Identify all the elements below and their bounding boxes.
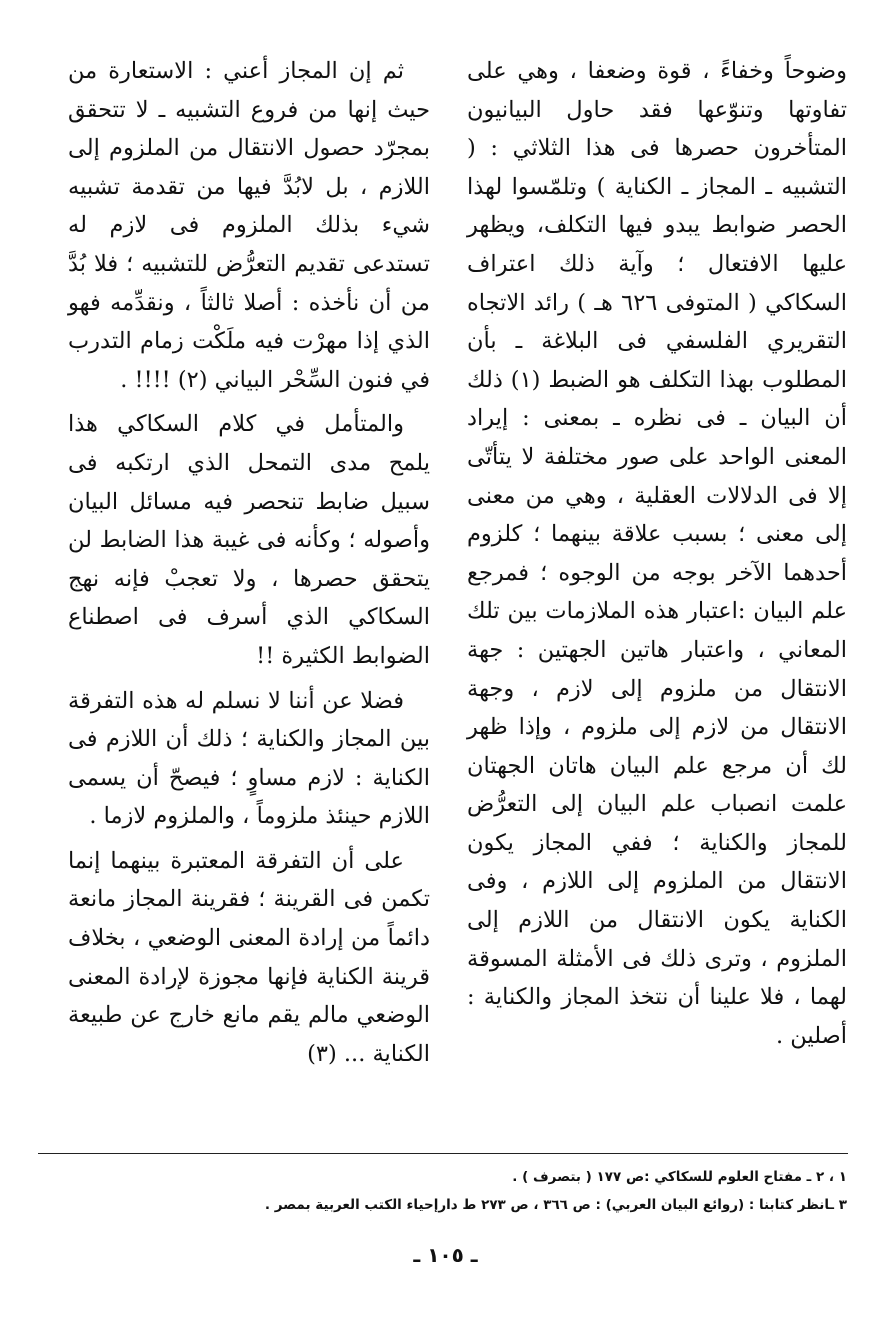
page-number: ـ ١٠٥ ـ [413, 1243, 478, 1267]
paragraph: وضوحاً وخفاءً ، قوة وضعفا ، وهي على تفاوتها وتنوّعها فقد حاول البيانيون المتأخرون حصرها فى هذا الثلاثي : ( التشبيه ـ المجاز ـ الكناية ) وتلمّسوا لهذا الحصر ضوابط يبدو فيها التكلف، ويظهر عليها الافتعال ؛ وآية ذلك اعتراف السكاكي ( المتوفى ٦٢٦ هـ ) رائد الاتجاه التقريري الفلسفي فى البلاغة ـ بأن المطلوب بهذا التكلف هو الضبط (١) ذلك أن البيان ـ فى نظره ـ بمعنى : إيراد المعنى الواحد على صور مختلفة لا يتأتّى إلا فى الدلالات العقلية ، وهي من معنى إلى معنى ؛ بسبب علاقة بينهما ؛ كلزوم أحدهما الآخر بوجه من الوجوه ؛ فمرجع علم البيان :اعتبار هذه الملازمات بين تلك المعاني ، واعتبار هاتين الجهتين : جهة الانتقال من ملزوم إلى لازم ، وجهة الانتقال من لازم إلى ملزوم ، وإذا ظهر لك أن مرجع علم البيان هاتان الجهتان علمت انصباب علم البيان إلى التعرُّض للمجاز والكناية ؛ ففي المجاز يكون الانتقال من الملزوم إلى اللازم ، وفى الكناية يكون الانتقال من اللازم إلى الملزوم ، وترى ذلك فى الأمثلة المسوقة لهما ، فلا علينا أن نتخذ المجاز والكناية : أصلين . [467, 58, 847, 1049]
paragraph: والمتأمل في كلام السكاكي هذا يلمح مدى التمحل الذي ارتكبه فى سبيل ضابط تنحصر فيه مسائل البيان وأصوله ؛ وكأنه فى غيبة هذا الضابط لن يتحقق حصرها ، ولا تعجبْ فإنه نهج السكاكي الذي أسرف فى اصطناع الضوابط الكثيرة !! [68, 411, 430, 669]
footnote-divider [38, 1153, 848, 1154]
left-column [68, 52, 430, 1073]
paragraph: فضلا عن أننا لا نسلم له هذه التفرقة بين المجاز والكناية ؛ ذلك أن اللازم فى الكناية : لازم مساوٍ ؛ فيصحّ أن يسمى اللازم حينئذ ملزوماً ، والملزوم لازما . [68, 687, 430, 830]
footnote: ٣ ـانظر كتابنا : (روائع البيان العربي) : ص ٣٦٦ ، ص ٢٧٣ ط دارإحياء الكتب العربية بمصر . [264, 1197, 847, 1213]
footnote: ١ ، ٢ ـ مفتاح العلوم للسكاكي :ص ١٧٧ ( بتصرف ) . [512, 1169, 847, 1185]
footnotes [47, 1163, 847, 1219]
paragraph: ثم إن المجاز أعني : الاستعارة من حيث إنها من فروع التشبيه ـ لا تتحقق بمجرّد حصول الانتقال من الملزوم إلى اللازم ، بل لابُدَّ فيها من تقدمة تشبيه شيء بذلك الملزوم فى لازم له تستدعى تقديم التعرُّض للتشبيه ؛ فلا بُدَّ من أن نأخذه : أصلا ثالثاً ، ونقدِّمه فهو الذي إذا مهرْت فيه ملَكْت زمام التدرب في فنون السِّحْر البياني (٢) !!!! . [68, 58, 430, 393]
paragraph: على أن التفرقة المعتبرة بينهما إنما تكمن فى القرينة ؛ فقرينة المجاز مانعة دائماً من إرادة المعنى الوضعي ، بخلاف قرينة الكناية فإنها مجوزة لإرادة المعنى الوضعي مالم يقم مانع خارج عن طبيعة الكناية ... (٣) [68, 847, 430, 1067]
right-column [467, 52, 847, 1055]
